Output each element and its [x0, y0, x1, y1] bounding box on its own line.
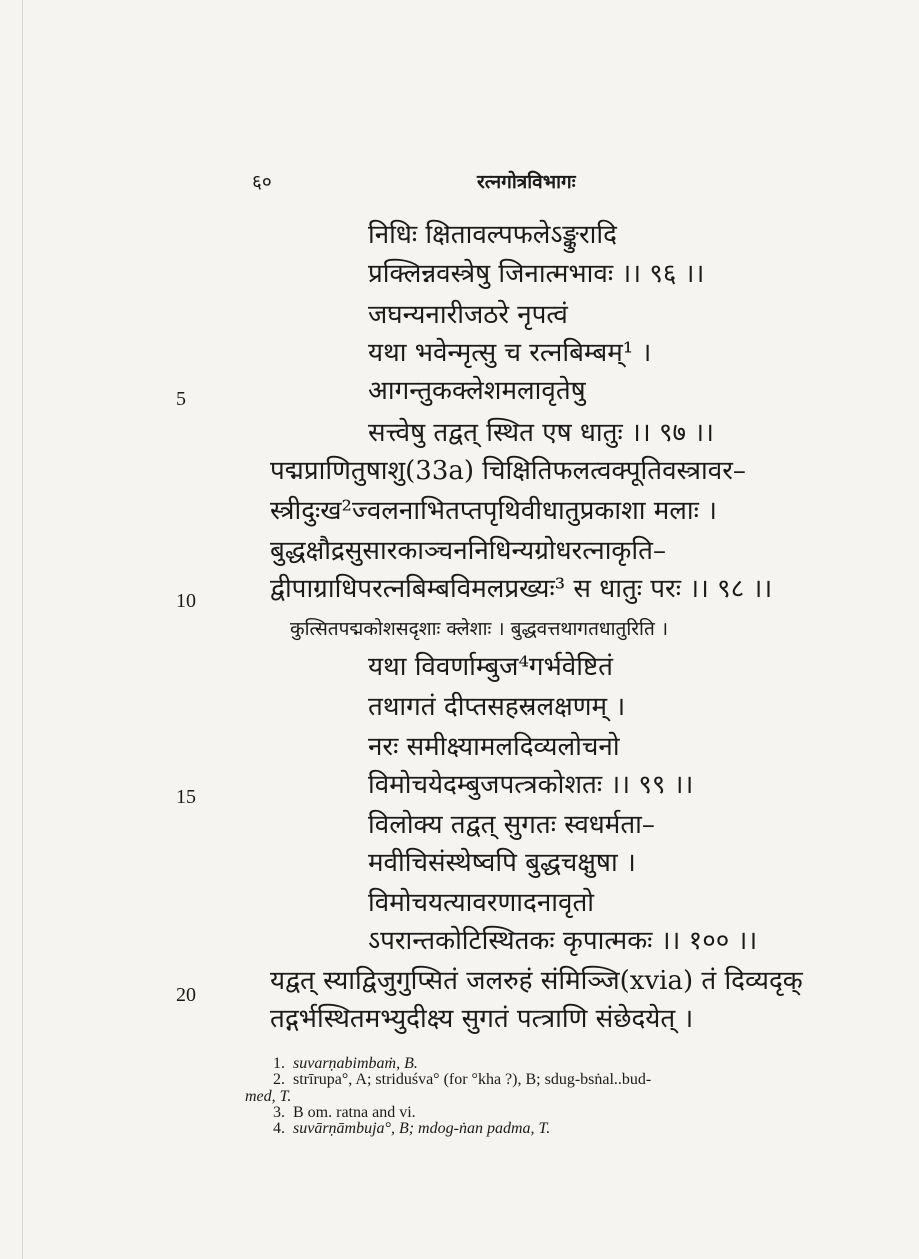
verse-line: यथा भवेन्मृत्सु च रत्नबिम्बम्¹ ।: [368, 338, 652, 368]
verse-line: आगन्तुकक्लेशमलावृतेषु: [368, 376, 586, 406]
verse-line: जघन्यनारीजठरे नृपत्वं: [368, 300, 568, 330]
footnote: 2. strīrupa°, A; striduśva° (for °kha ?), B; sdug-bsṅal..bud-: [273, 1071, 652, 1089]
verse-line: प्रक्लिन्नवस्त्रेषु जिनात्मभावः ।। ९६ ।।: [368, 259, 705, 289]
running-title: रत्नगोत्रविभागः: [477, 171, 576, 193]
page-number: ६०: [252, 171, 272, 193]
line-number: 15: [176, 786, 196, 808]
footnote: 3. B om. ratna and vi.: [273, 1103, 416, 1121]
footnote: 1. suvarṇabimbaṁ, B.: [273, 1055, 418, 1072]
verse-line: स्त्रीदुःख²ज्वलनाभितप्तपृथिवीधातुप्रकाशा मलाः ।: [270, 496, 718, 526]
gutter-edge: [22, 0, 23, 1259]
verse-line: तथागतं दीप्तसहस्रलक्षणम् ।: [368, 692, 626, 722]
verse-line: तद्गर्भस्थितमभ्युदीक्ष्य सुगतं पत्त्राणि संछेदयेत् ।: [270, 1004, 694, 1034]
verse-line: सत्त्वेषु तद्वत् स्थित एष धातुः ।। ९७ ।।: [368, 418, 714, 448]
verse-line: विमोचयेदम्बुजपत्त्रकोशतः ।। ९९ ।।: [368, 770, 694, 800]
verse-line: यथा विवर्णाम्बुज⁴गर्भवेष्टितं: [368, 652, 613, 682]
line-number: 10: [176, 590, 196, 612]
verse-line: बुद्धक्षौद्रसुसारकाञ्चननिधिन्यग्रोधरत्नाकृति–: [270, 536, 666, 566]
footnote-continuation: med, T.: [245, 1087, 292, 1105]
verse-line: ऽपरान्तकोटिस्थितकः कृपात्मकः ।। १०० ।।: [368, 926, 758, 956]
verse-line: विलोक्य तद्वत् सुगतः स्वधर्मता–: [368, 810, 655, 840]
verse-line: पद्मप्राणितुषाशु(33a) चिक्षितिफलत्वक्पूतिवस्त्रावर–: [270, 456, 746, 486]
verse-line: नरः समीक्ष्यामलदिव्यलोचनो: [368, 732, 620, 762]
footnotes: [245, 1056, 835, 1138]
line-number: 20: [176, 984, 196, 1006]
verse-line: द्वीपाग्राधिपरत्नबिम्बविमलप्रख्यः³ स धातुः परः ।। ९८ ।।: [270, 574, 773, 604]
footnote: 4. suvārṇāmbuja°, B; mdog-ṅan padma, T.: [273, 1120, 551, 1138]
page-header: [252, 168, 672, 198]
verse-line: यद्वत् स्याद्विजुगुप्सितं जलरुहं संमिञ्जि(xvia) तं दिव्यदृक्: [270, 966, 803, 996]
line-number: 5: [176, 388, 186, 410]
verse-line: निधिः क्षितावल्पफलेऽङ्कुरादि: [368, 220, 617, 250]
verse-line: विमोचयत्यावरणादनावृतो: [368, 888, 595, 918]
prose-line: कुत्सितपद्मकोशसदृशाः क्लेशाः । बुद्धवत्तथागतधातुरिति ।: [290, 618, 669, 640]
verse-line: मवीचिसंस्थेष्वपि बुद्धचक्षुषा ।: [368, 848, 636, 878]
